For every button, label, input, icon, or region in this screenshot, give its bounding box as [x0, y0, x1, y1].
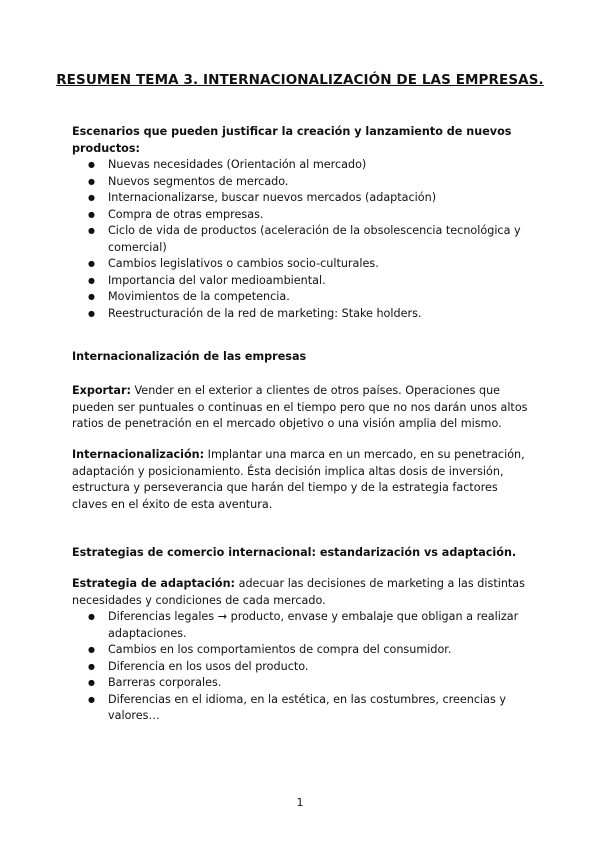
section-strategies	[72, 545, 532, 562]
term-export: Exportar:	[72, 384, 131, 397]
list-item: ● Internacionalizarse, buscar nuevos mercados (adaptación)	[72, 190, 532, 207]
list-item: ● Diferencia en los usos del producto.	[72, 659, 532, 676]
adaptation-list	[72, 609, 532, 725]
section-scenarios	[72, 124, 532, 322]
list-item: ● Nuevas necesidades (Orientación al mercado)	[72, 157, 532, 174]
definition-export: Vender en el exterior a clientes de otros países. Operaciones que pueden ser puntuales o continuas en el tiempo pero que no nos darán unos altos ratios de penetración en el mercado objetivo o una visión amplia del mismo.	[72, 384, 528, 430]
list-item: ● Nuevos segmentos de mercado.	[72, 174, 532, 191]
definition-adaptation: adecuar las decisiones de marketing a las distintas necesidades y condiciones de cada mercado.	[72, 577, 525, 607]
list-item: ● Compra de otras empresas.	[72, 207, 532, 224]
paragraph-internationalization	[72, 447, 532, 513]
definition-internationalization: Implantar una marca en un mercado, en su penetración, adaptación y posicionamiento. Ésta decisión implica altas dosis de inversión, estructura y perseverancia que harán del tiempo y de la estrategia factores claves en el éxito de esta aventura.	[72, 448, 525, 511]
list-item: ● Cambios legislativos o cambios socio-culturales.	[72, 256, 532, 273]
term-internationalization: Internacionalización:	[72, 448, 205, 461]
section-heading-scenarios: Escenarios que pueden justificar la creación y lanzamiento de nuevos productos:	[72, 125, 512, 155]
list-item: ● Cambios en los comportamientos de compra del consumidor.	[72, 642, 532, 659]
section-internationalization	[72, 349, 532, 366]
section-heading-internationalization: Internacionalización de las empresas	[72, 350, 307, 363]
list-item: ● Diferencias en el idioma, en la estética, en las costumbres, creencias y valores…	[72, 692, 532, 725]
term-adaptation: Estrategia de adaptación:	[72, 577, 236, 590]
list-item: ● Diferencias legales → producto, envase y embalaje que obligan a realizar adaptaciones.	[72, 609, 532, 642]
scenarios-list	[72, 157, 532, 322]
document-title: RESUMEN TEMA 3. INTERNACIONALIZACIÓN DE LAS EMPRESAS.	[56, 72, 544, 88]
list-item: ● Reestructuración de la red de marketing: Stake holders.	[72, 306, 532, 323]
list-item: ● Importancia del valor medioambiental.	[72, 273, 532, 290]
section-heading-strategies: Estrategias de comercio internacional: estandarización vs adaptación.	[72, 546, 517, 559]
paragraph-adaptation	[72, 576, 532, 725]
list-item: ● Movimientos de la competencia.	[72, 289, 532, 306]
list-item: ● Ciclo de vida de productos (aceleración de la obsolescencia tecnológica y comercial)	[72, 223, 532, 256]
paragraph-export	[72, 383, 532, 433]
page-number: 1	[296, 796, 304, 809]
list-item: ● Barreras corporales.	[72, 675, 532, 692]
